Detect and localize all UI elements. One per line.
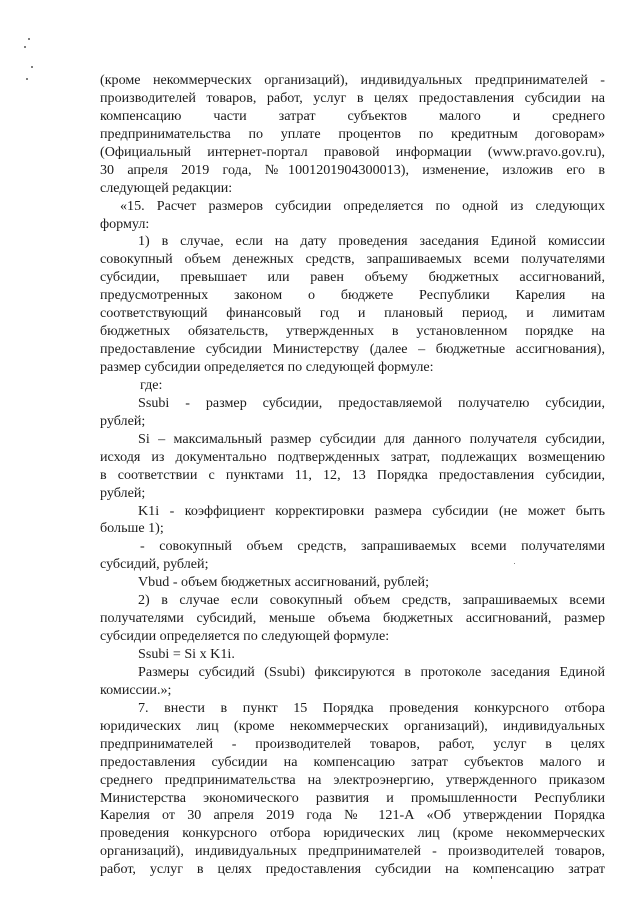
- text-line: 2) в случае если совокупный объем средств, запрашиваемых всеми: [138, 592, 605, 609]
- text-line: предусмотренных законом о бюджете Республики Карелия на: [100, 287, 605, 304]
- text-line: компенсацию части затрат субъектов малого и среднего: [100, 107, 605, 124]
- text-line: соответствующий финансовый год и плановый период, и лимитам: [100, 305, 605, 322]
- scan-speck: [26, 78, 28, 80]
- text-line: Ssubi - размер субсидии, предоставляемой получателю субсидии,: [138, 394, 605, 411]
- text-line: получателями субсидий, меньше объема бюджетных ассигнований, размер: [100, 610, 605, 627]
- text-line: предоставления субсидии на компенсацию затрат субъектов малого и: [100, 753, 605, 770]
- text-line: (Официальный интернет-портал правовой информации (www.pravo.gov.ru),: [100, 143, 605, 160]
- scan-speck: [24, 46, 26, 48]
- text-line: проведения конкурсного отбора юридических лиц (кроме некоммерческих: [100, 825, 605, 842]
- text-line: в соответствии с пунктами 11, 12, 13 Порядка предоставления субсидии,: [100, 466, 605, 483]
- text-line: больше 1);: [100, 520, 164, 537]
- text-line: рублей;: [100, 484, 146, 501]
- text-line: «15. Расчет размеров субсидии определяется по одной из следующих: [120, 197, 605, 214]
- text-line: субсидий, рублей;: [100, 556, 209, 573]
- scan-speck: [28, 38, 30, 40]
- text-line: организаций), индивидуальных предпринимателей - производителей товаров,: [100, 843, 605, 860]
- text-line: формул:: [100, 215, 150, 232]
- text-line: юридических лиц (кроме некоммерческих организаций), индивидуальных: [100, 717, 605, 734]
- scan-speck: [31, 66, 33, 68]
- text-line: бюджетных обязательств, утвержденных в установленном порядке на: [100, 323, 605, 340]
- text-line: предпринимательства по уплате процентов по кредитным договорам»: [100, 125, 605, 142]
- text-line: работ, услуг в целях предоставления субсидии на компенсацию затрат: [100, 861, 605, 878]
- text-line: следующей редакции:: [100, 179, 233, 196]
- text-line: Vbud - объем бюджетных ассигнований, рублей;: [138, 574, 429, 591]
- text-line: субсидии определяется по следующей формуле:: [100, 628, 390, 645]
- document-text: [100, 72, 605, 879]
- text-line: Ssubi = Si x K1i.: [138, 646, 235, 662]
- text-line: - совокупный объем средств, запрашиваемых всеми получателями: [140, 538, 605, 555]
- text-line: где:: [140, 376, 163, 393]
- text-line: совокупный объем денежных средств, запрашиваемых всеми получателями: [100, 251, 605, 268]
- text-line: 7. внести в пункт 15 Порядка проведения конкурсного отбора: [138, 699, 605, 716]
- text-line: 30 апреля 2019 года, №1001201904300013), изменение, изложив его в: [100, 161, 605, 178]
- text-line: производителей товаров, работ, услуг в целях предоставления субсидии на: [100, 89, 605, 106]
- text-line: Si – максимальный размер субсидии для данного получателя субсидии,: [138, 430, 605, 447]
- text-line: предпринимателей - производителей товаров, работ, услуг в целях: [100, 735, 605, 752]
- text-line: K1i - коэффициент корректировки размера субсидии (не может быть: [138, 502, 605, 519]
- text-line: Министерства экономического развития и промышленности Республики: [100, 789, 605, 806]
- text-line: (кроме некоммерческих организаций), индивидуальных предпринимателей -: [100, 72, 605, 88]
- text-line: исходя из документально подтвержденных затрат, подлежащих возмещению: [100, 448, 605, 465]
- text-line: среднего предпринимательства на электроэнергию, утвержденного приказом: [100, 771, 605, 788]
- text-line: субсидии, превышает или равен объему бюджетных ассигнований,: [100, 269, 605, 286]
- text-line: 1) в случае, если на дату проведения заседания Единой комиссии: [138, 233, 605, 250]
- text-line: Карелия от 30 апреля 2019 года № 121-А «Об утверждении Порядка: [100, 807, 605, 824]
- text-line: размер субсидии определяется по следующей формуле:: [100, 359, 434, 375]
- text-line: Размеры субсидий (Ssubi) фиксируются в протоколе заседания Единой: [138, 663, 605, 680]
- text-line: комиссии.»;: [100, 681, 172, 698]
- text-line: рублей;: [100, 412, 146, 429]
- text-line: предоставление субсидии Министерству (далее – бюджетные ассигнования),: [100, 341, 605, 358]
